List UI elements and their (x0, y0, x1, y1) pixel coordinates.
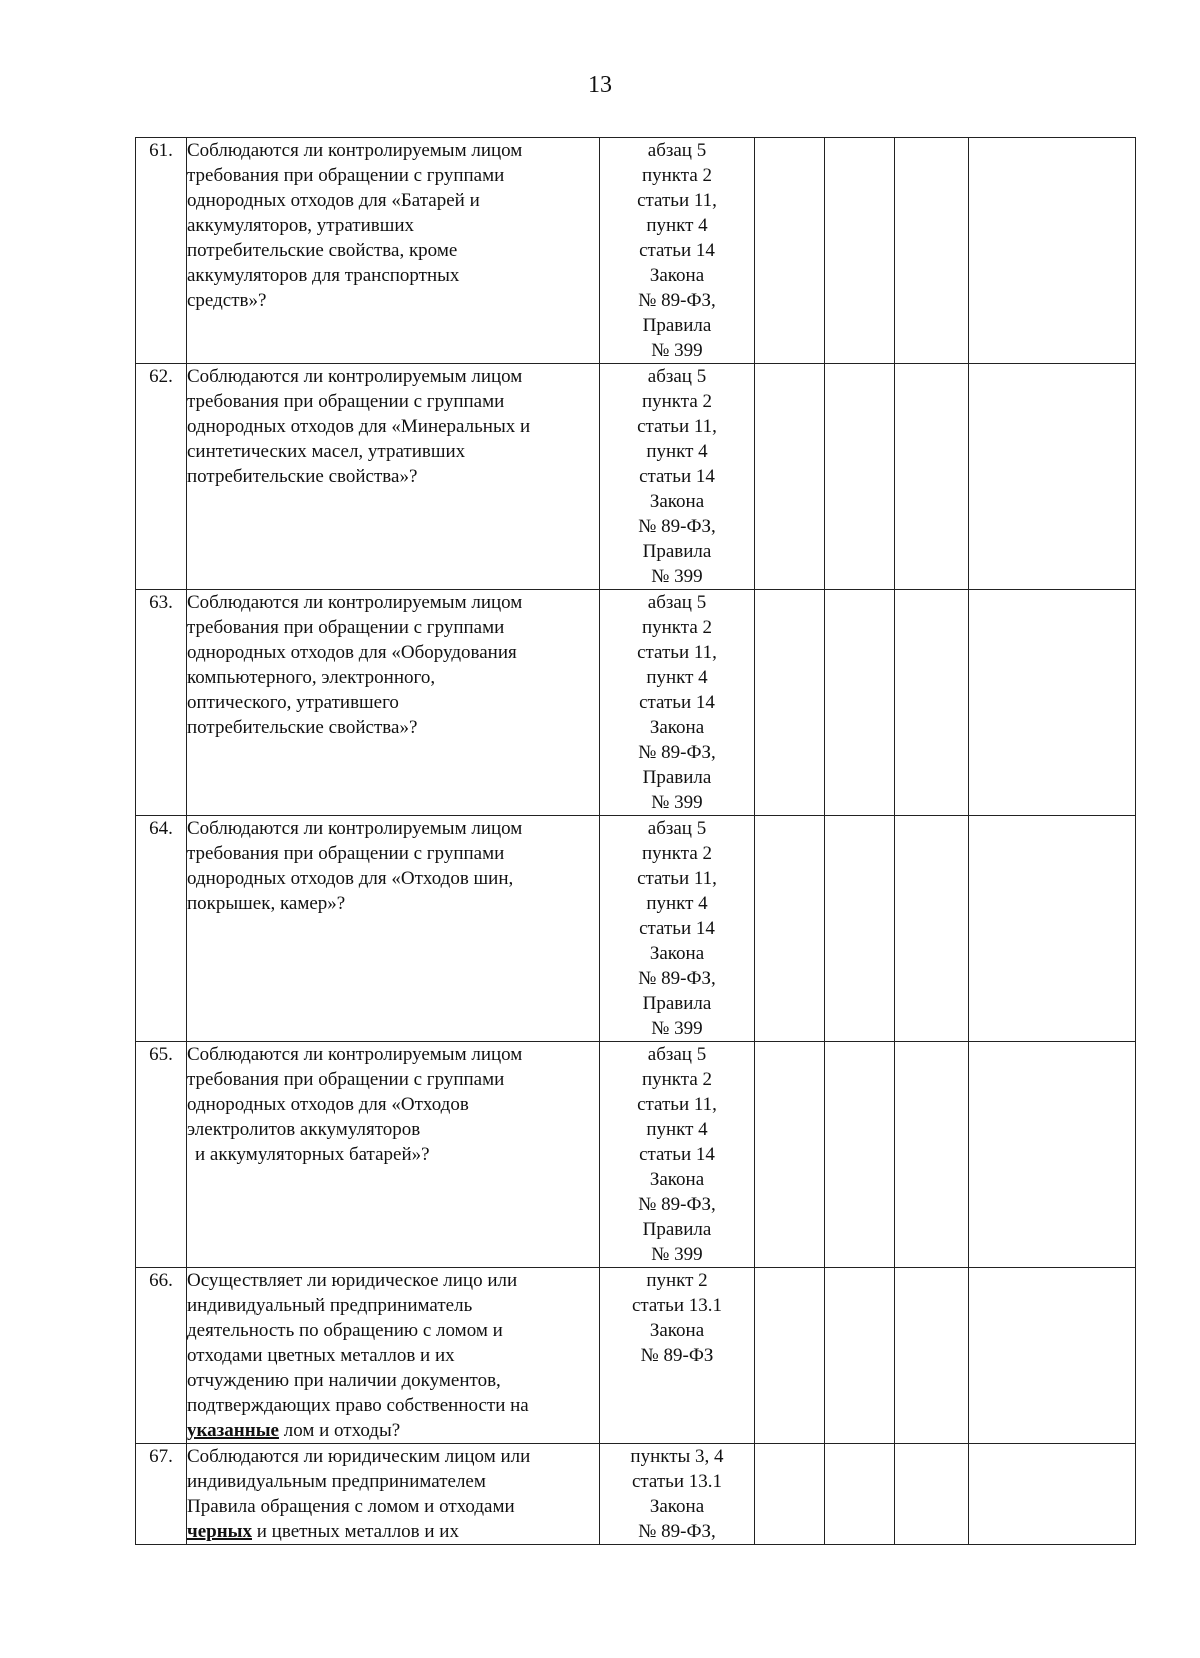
row-number: 61. (136, 138, 187, 364)
legal-reference (600, 1268, 755, 1444)
question-line: средств»? (187, 290, 267, 311)
question-line: потребительские свойства»? (187, 466, 418, 487)
table-row (136, 138, 1136, 364)
answer-no-cell[interactable] (825, 1042, 895, 1268)
reference-line: пункт 4 (646, 441, 708, 462)
legal-reference (600, 816, 755, 1042)
reference-line: статьи 14 (639, 692, 715, 713)
reference-line: абзац 5 (647, 366, 707, 387)
reference-line: пункт 4 (646, 1119, 708, 1140)
answer-na-cell[interactable] (895, 590, 969, 816)
question-line: Осуществляет ли юридическое лицо или (187, 1270, 518, 1291)
reference-line: статьи 14 (639, 1144, 715, 1165)
question-line-rest: лом и отходы? (278, 1420, 401, 1441)
reference-line: пункта 2 (641, 617, 713, 638)
question-line: Соблюдаются ли контролируемым лицом (187, 366, 523, 387)
reference-line: № 89-ФЗ, (638, 1521, 716, 1542)
requirement-question (187, 138, 600, 364)
checklist-rows (136, 138, 1136, 1545)
answer-no-cell[interactable] (825, 590, 895, 816)
legal-reference (600, 138, 755, 364)
reference-line: № 399 (651, 340, 703, 361)
reference-line: статьи 14 (639, 240, 715, 261)
reference-line: № 399 (651, 1244, 703, 1265)
question-line: требования при обращении с группами (187, 1069, 505, 1090)
reference-line: № 89-ФЗ (640, 1345, 714, 1366)
question-line: Соблюдаются ли контролируемым лицом (187, 818, 523, 839)
answer-yes-cell[interactable] (755, 1042, 825, 1268)
answer-na-cell[interactable] (895, 1042, 969, 1268)
reference-line: № 89-ФЗ, (638, 516, 716, 537)
reference-line: Правила (642, 541, 712, 562)
reference-line: пункт 4 (646, 215, 708, 236)
reference-line: абзац 5 (647, 592, 707, 613)
answer-no-cell[interactable] (825, 1444, 895, 1545)
question-line: аккумуляторов, утративших (187, 215, 415, 236)
answer-na-cell[interactable] (895, 1444, 969, 1545)
reference-line: Правила (642, 1219, 712, 1240)
reference-line: пункт 2 (646, 1270, 708, 1291)
question-line: Соблюдаются ли контролируемым лицом (187, 592, 523, 613)
underlined-word: указанные (187, 1420, 279, 1441)
note-cell[interactable] (969, 1268, 1136, 1444)
question-line: требования при обращении с группами (187, 617, 505, 638)
note-cell[interactable] (969, 1042, 1136, 1268)
answer-yes-cell[interactable] (755, 1444, 825, 1545)
requirement-question (187, 816, 600, 1042)
reference-line: пункта 2 (641, 391, 713, 412)
question-line: требования при обращении с группами (187, 165, 505, 186)
reference-line: Закона (649, 265, 705, 286)
question-line: аккумуляторов для транспортных (187, 265, 460, 286)
question-line: Соблюдаются ли контролируемым лицом (187, 1044, 523, 1065)
reference-line: пункта 2 (641, 843, 713, 864)
reference-line: Закона (649, 1496, 705, 1517)
question-line: Соблюдаются ли юридическим лицом или (187, 1446, 531, 1467)
reference-line: статьи 14 (639, 918, 715, 939)
reference-line: Правила (642, 767, 712, 788)
answer-yes-cell[interactable] (755, 816, 825, 1042)
question-line: требования при обращении с группами (187, 843, 505, 864)
note-cell[interactable] (969, 816, 1136, 1042)
question-line: электролитов аккумуляторов (187, 1119, 421, 1140)
note-cell[interactable] (969, 138, 1136, 364)
reference-line: пункт 4 (646, 893, 708, 914)
table-row (136, 364, 1136, 590)
table-row (136, 816, 1136, 1042)
answer-no-cell[interactable] (825, 138, 895, 364)
row-number: 63. (136, 590, 187, 816)
reference-line: пункта 2 (641, 165, 713, 186)
table-row (136, 590, 1136, 816)
reference-line: Закона (649, 491, 705, 512)
question-line: Соблюдаются ли контролируемым лицом (187, 140, 523, 161)
question-line-rest: и цветных металлов и их (252, 1521, 459, 1542)
question-line: отходами цветных металлов и их (187, 1345, 455, 1366)
answer-yes-cell[interactable] (755, 1268, 825, 1444)
question-line: покрышек, камер»? (187, 893, 346, 914)
reference-line: пункта 2 (641, 1069, 713, 1090)
reference-line: Закона (649, 717, 705, 738)
answer-yes-cell[interactable] (755, 590, 825, 816)
reference-line: статьи 11, (637, 416, 717, 437)
legal-reference (600, 1444, 755, 1545)
reference-line: № 399 (651, 1018, 703, 1039)
row-number: 62. (136, 364, 187, 590)
answer-yes-cell[interactable] (755, 364, 825, 590)
reference-line: № 399 (651, 792, 703, 813)
question-line: однородных отходов для «Минеральных и (187, 416, 531, 437)
question-line: однородных отходов для «Отходов шин, (187, 868, 514, 889)
question-line: оптического, утратившего (187, 692, 399, 713)
question-line (187, 1418, 599, 1443)
legal-reference (600, 590, 755, 816)
question-line: подтверждающих право собственности на (187, 1395, 529, 1416)
requirement-question (187, 1444, 600, 1545)
answer-no-cell[interactable] (825, 1268, 895, 1444)
question-line: синтетических масел, утративших (187, 441, 466, 462)
question-line: индивидуальным предпринимателем (187, 1471, 486, 1492)
requirement-question (187, 1268, 600, 1444)
reference-line: Закона (649, 943, 705, 964)
question-line (187, 1519, 599, 1544)
reference-line: статьи 11, (637, 642, 717, 663)
reference-line: № 89-ФЗ, (638, 1194, 716, 1215)
reference-line: статьи 13.1 (631, 1295, 723, 1316)
reference-line: № 89-ФЗ, (638, 290, 716, 311)
table-row (136, 1444, 1136, 1545)
question-line: индивидуальный предприниматель (187, 1295, 473, 1316)
reference-line: Закона (649, 1320, 705, 1341)
row-number: 66. (136, 1268, 187, 1444)
reference-line: Правила (642, 315, 712, 336)
answer-no-cell[interactable] (825, 816, 895, 1042)
reference-line: Закона (649, 1169, 705, 1190)
requirement-question (187, 590, 600, 816)
question-line: деятельность по обращению с ломом и (187, 1320, 503, 1341)
question-line: однородных отходов для «Отходов (187, 1094, 469, 1115)
legal-reference (600, 1042, 755, 1268)
legal-reference (600, 364, 755, 590)
note-cell[interactable] (969, 590, 1136, 816)
reference-line: абзац 5 (647, 1044, 707, 1065)
question-line: требования при обращении с группами (187, 391, 505, 412)
answer-na-cell[interactable] (895, 816, 969, 1042)
reference-line: статьи 13.1 (631, 1471, 723, 1492)
reference-line: статьи 14 (639, 466, 715, 487)
answer-na-cell[interactable] (895, 1268, 969, 1444)
reference-line: статьи 11, (637, 190, 717, 211)
table-row (136, 1042, 1136, 1268)
requirement-question (187, 364, 600, 590)
question-line: отчуждению при наличии документов, (187, 1370, 501, 1391)
reference-line: статьи 11, (637, 1094, 717, 1115)
answer-yes-cell[interactable] (755, 138, 825, 364)
reference-line: абзац 5 (647, 818, 707, 839)
reference-line: статьи 11, (637, 868, 717, 889)
row-number: 67. (136, 1444, 187, 1545)
question-line: компьютерного, электронного, (187, 667, 436, 688)
reference-line: № 89-ФЗ, (638, 968, 716, 989)
reference-line: Правила (642, 993, 712, 1014)
row-number: 64. (136, 816, 187, 1042)
note-cell[interactable] (969, 1444, 1136, 1545)
reference-line: пункты 3, 4 (630, 1446, 724, 1467)
reference-line: № 399 (651, 566, 703, 587)
table-row (136, 1268, 1136, 1444)
question-line: потребительские свойства»? (187, 717, 418, 738)
answer-na-cell[interactable] (895, 364, 969, 590)
answer-na-cell[interactable] (895, 138, 969, 364)
reference-line: пункт 4 (646, 667, 708, 688)
answer-no-cell[interactable] (825, 364, 895, 590)
reference-line: № 89-ФЗ, (638, 742, 716, 763)
question-line: однородных отходов для «Батарей и (187, 190, 480, 211)
requirement-question (187, 1042, 600, 1268)
note-cell[interactable] (969, 364, 1136, 590)
question-line: Правила обращения с ломом и отходами (187, 1496, 515, 1517)
underlined-word: черных (187, 1521, 252, 1542)
question-line: потребительские свойства, кроме (187, 240, 458, 261)
checklist-table (135, 137, 1136, 1545)
row-number: 65. (136, 1042, 187, 1268)
question-line: и аккумуляторных батарей»? (195, 1144, 430, 1165)
reference-line: абзац 5 (647, 140, 707, 161)
question-line: однородных отходов для «Оборудования (187, 642, 517, 663)
page-number: 13 (588, 72, 612, 98)
